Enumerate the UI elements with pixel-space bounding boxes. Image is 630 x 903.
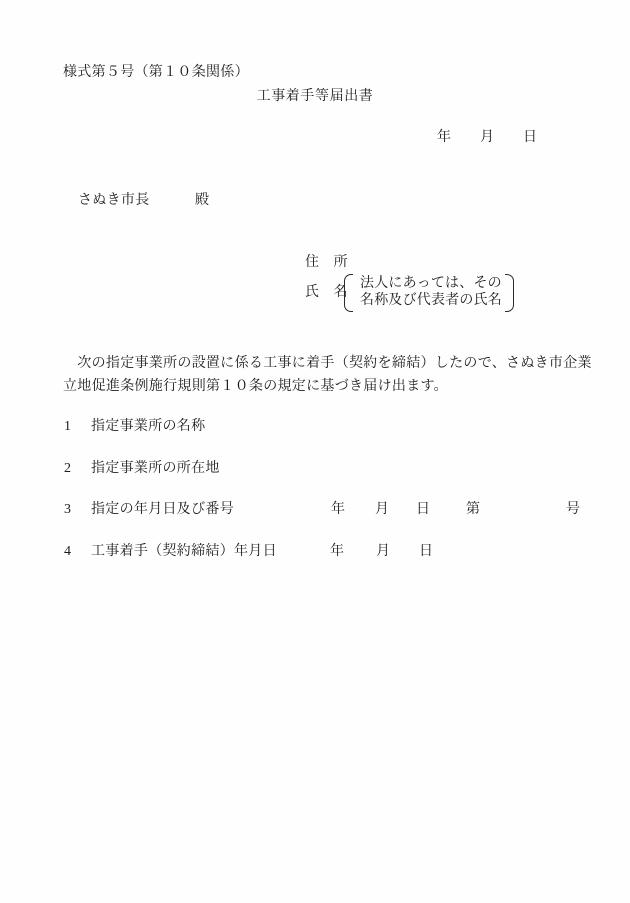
date-year-label: 年 — [437, 130, 452, 145]
item-number: 2 — [64, 461, 72, 476]
document-title: 工事着手等届出書 — [256, 89, 374, 104]
corporate-note-line2: 名称及び代表者の氏名 — [360, 293, 502, 308]
item-number: 3 — [64, 502, 72, 517]
item4-year-label: 年 — [330, 544, 345, 559]
item-number: 1 — [64, 419, 72, 434]
date-month-label: 月 — [480, 130, 495, 145]
body-line1: 次の指定事業所の設置に係る工事に着手（契約を締結）したので、さぬき市企業 — [63, 356, 592, 371]
item3-number-suffix-label: 号 — [566, 502, 581, 517]
addressee-name: さぬき市長 — [78, 193, 150, 208]
item4-month-label: 月 — [376, 544, 391, 559]
right-bracket-icon — [505, 274, 514, 312]
name-label: 氏 名 — [305, 285, 348, 300]
item3-number-prefix-label: 第 — [466, 502, 481, 517]
corporate-note-line1: 法人にあっては、その — [360, 276, 502, 291]
item-label: 指定事業所の所在地 — [91, 461, 220, 476]
item3-month-label: 月 — [375, 502, 390, 517]
item-number: 4 — [64, 544, 72, 559]
address-label: 住 所 — [305, 255, 348, 270]
item3-day-label: 日 — [416, 502, 431, 517]
addressee-honorific: 殿 — [195, 193, 210, 208]
date-day-label: 日 — [523, 130, 538, 145]
item-label: 指定の年月日及び番号 — [91, 502, 234, 517]
item-label: 工事着手（契約締結）年月日 — [91, 544, 277, 559]
item4-day-label: 日 — [419, 544, 434, 559]
body-line2: 立地促進条例施行規則第１０条の規定に基づき届け出ます。 — [63, 379, 448, 394]
item3-year-label: 年 — [331, 502, 346, 517]
item-label: 指定事業所の名称 — [91, 419, 206, 434]
left-bracket-icon — [344, 274, 353, 312]
form-number: 様式第５号（第１０条関係） — [63, 65, 249, 80]
